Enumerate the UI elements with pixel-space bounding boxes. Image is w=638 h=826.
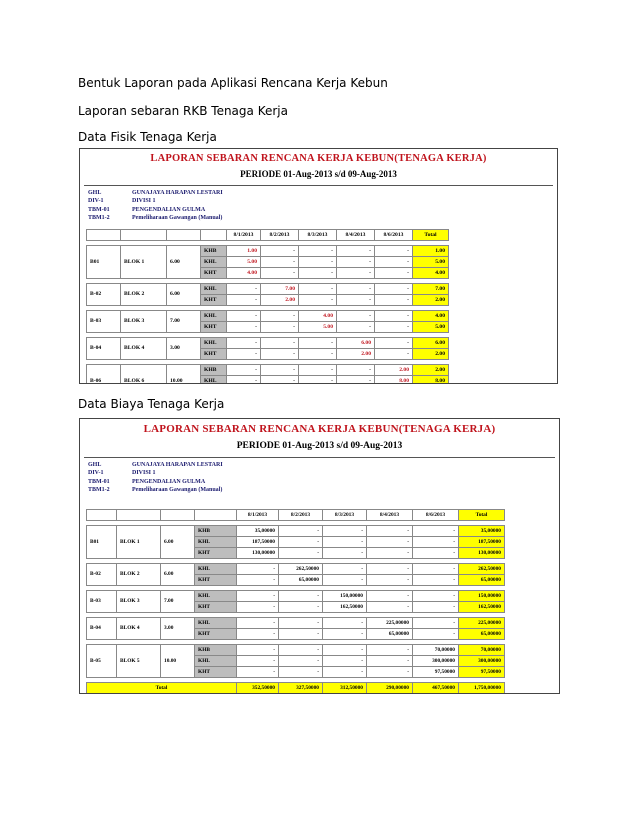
day-value: - [261, 338, 299, 349]
day-value: - [323, 575, 367, 586]
row-total: 150,00000 [459, 591, 505, 602]
day-value: - [227, 365, 261, 376]
block-code: B01 [87, 526, 117, 559]
day-value: - [227, 338, 261, 349]
day-value: - [237, 667, 279, 678]
day-value: - [261, 365, 299, 376]
day-value: - [375, 322, 413, 333]
labor-type: KHL [195, 618, 237, 629]
report-info [88, 189, 288, 223]
header-date: 8/1/2013 [237, 510, 279, 521]
labor-type: KHT [195, 667, 237, 678]
day-value: 130,00000 [237, 548, 279, 559]
day-value: - [367, 548, 413, 559]
report-labor-cost [79, 418, 560, 694]
day-value: 150,00000 [323, 591, 367, 602]
row-total: 1.00 [413, 246, 449, 257]
block-area: 10.00 [167, 365, 201, 385]
day-value: - [279, 645, 323, 656]
day-value: - [367, 591, 413, 602]
block-code: B01 [87, 246, 121, 279]
labor-type: KHL [201, 284, 227, 295]
grand-total-value: 327,50000 [279, 683, 323, 694]
labor-type: KHT [195, 602, 237, 613]
labor-type: KHB [201, 365, 227, 376]
day-value: - [237, 575, 279, 586]
day-value: - [413, 537, 459, 548]
header-total: Total [459, 510, 505, 521]
day-value: - [337, 268, 375, 279]
info-value: PENGENDALIAN GULMA [132, 478, 206, 485]
day-value: - [299, 246, 337, 257]
day-value: - [413, 548, 459, 559]
info-value: GUNAJAYA HARAPAN LESTARI [132, 190, 223, 196]
row-total: 7.00 [413, 284, 449, 295]
info-key: DIV-1 [88, 198, 104, 205]
day-value: - [261, 349, 299, 360]
report-table [86, 229, 449, 384]
header-blank [161, 510, 195, 521]
day-value: - [323, 656, 367, 667]
block-name: BLOK 4 [117, 618, 161, 640]
block-area: 6.00 [161, 564, 195, 586]
row-total: 225,00000 [459, 618, 505, 629]
day-value: - [261, 246, 299, 257]
day-value: - [261, 257, 299, 268]
day-value: 2.00 [375, 365, 413, 376]
labor-type: KHL [201, 376, 227, 385]
day-value: - [375, 338, 413, 349]
divider [84, 457, 555, 458]
day-value: 262,50000 [279, 564, 323, 575]
row-total: 4.00 [413, 268, 449, 279]
day-value: 97,50000 [413, 667, 459, 678]
day-value: - [323, 537, 367, 548]
header-total: Total [413, 230, 449, 241]
day-value: - [279, 602, 323, 613]
block-name: BLOK 5 [117, 645, 161, 678]
day-value: - [323, 667, 367, 678]
day-value: - [337, 311, 375, 322]
day-value: - [237, 618, 279, 629]
labor-type: KHL [195, 656, 237, 667]
labor-type: KHB [201, 246, 227, 257]
day-value: - [261, 311, 299, 322]
header-date: 8/1/2013 [227, 230, 261, 241]
day-value: - [323, 564, 367, 575]
block-code: B-02 [87, 564, 117, 586]
row-total: 130,00000 [459, 548, 505, 559]
day-value: - [375, 311, 413, 322]
day-value: 225,00000 [367, 618, 413, 629]
labor-type: KHB [195, 645, 237, 656]
grand-total-value: 352,50000 [237, 683, 279, 694]
day-value: - [413, 629, 459, 640]
labor-type: KHT [201, 268, 227, 279]
table-row [87, 591, 505, 602]
day-value: - [261, 322, 299, 333]
block-code: B-03 [87, 311, 121, 333]
report-table [86, 509, 505, 694]
block-code: B-04 [87, 338, 121, 360]
day-value: 6.00 [337, 338, 375, 349]
grand-total-value: 312,50000 [323, 683, 367, 694]
heading-rkb-labor: Laporan sebaran RKB Tenaga Kerja [78, 104, 288, 118]
grand-total-label: Total [87, 683, 237, 694]
day-value: 187,50000 [237, 537, 279, 548]
day-value: 5.00 [299, 322, 337, 333]
day-value: - [279, 656, 323, 667]
info-key: GHL [88, 190, 102, 196]
labor-type: KHT [201, 295, 227, 306]
header-date: 8/6/2013 [375, 230, 413, 241]
info-value: Pemeliharaan Gawangan (Manual) [132, 487, 223, 494]
day-value: - [261, 268, 299, 279]
header-blank [87, 510, 117, 521]
block-code: B-06 [87, 365, 121, 385]
row-total: 97,50000 [459, 667, 505, 678]
day-value: - [413, 602, 459, 613]
day-value: 70,00000 [413, 645, 459, 656]
block-name: BLOK 4 [121, 338, 167, 360]
table-row [87, 311, 449, 322]
grand-total-row [87, 683, 505, 694]
day-value: - [299, 349, 337, 360]
row-total: 2.00 [413, 349, 449, 360]
table-row [87, 365, 449, 376]
header-blank [87, 230, 121, 241]
day-value: 4.00 [227, 268, 261, 279]
day-value: - [367, 602, 413, 613]
day-value: - [375, 284, 413, 295]
day-value: - [375, 268, 413, 279]
block-code: B-04 [87, 618, 117, 640]
info-value: Pemeliharaan Gawangan (Manual) [132, 215, 223, 222]
day-value: - [323, 645, 367, 656]
header-date: 8/3/2013 [323, 510, 367, 521]
day-value: 300,00000 [413, 656, 459, 667]
day-value: - [337, 246, 375, 257]
day-value: - [279, 618, 323, 629]
block-area: 7.00 [167, 311, 201, 333]
row-total: 35,00000 [459, 526, 505, 537]
table-header [87, 230, 449, 241]
day-value: - [337, 257, 375, 268]
block-code: B-02 [87, 284, 121, 306]
day-value: - [299, 257, 337, 268]
labor-type: KHL [195, 537, 237, 548]
day-value: - [413, 618, 459, 629]
day-value: 7.00 [261, 284, 299, 295]
table-header [87, 510, 505, 521]
day-value: - [323, 548, 367, 559]
block-area: 7.00 [161, 591, 195, 613]
info-key: GHL [88, 462, 102, 468]
block-name: BLOK 2 [117, 564, 161, 586]
row-total: 4.00 [413, 311, 449, 322]
report-physical-labor [79, 148, 558, 384]
labor-type: KHB [195, 526, 237, 537]
report-info [88, 461, 288, 495]
day-value: - [367, 526, 413, 537]
info-key: TBM1-2 [88, 487, 110, 494]
block-area: 3.00 [167, 338, 201, 360]
day-value: - [279, 548, 323, 559]
day-value: - [227, 322, 261, 333]
day-value: - [279, 629, 323, 640]
day-value: - [227, 376, 261, 385]
day-value: - [337, 376, 375, 385]
table-row [87, 645, 505, 656]
row-total: 2.00 [413, 365, 449, 376]
day-value: - [299, 365, 337, 376]
day-value: 162,50000 [323, 602, 367, 613]
report-period: PERIODE 01-Aug-2013 s/d 09-Aug-2013 [240, 169, 397, 179]
grand-total-value: 290,00000 [367, 683, 413, 694]
block-area: 10.00 [161, 645, 195, 678]
header-date: 8/2/2013 [261, 230, 299, 241]
day-value: - [367, 667, 413, 678]
day-value: - [367, 656, 413, 667]
grand-total-value: 1,750,00000 [459, 683, 505, 694]
day-value: - [237, 645, 279, 656]
day-value: - [337, 284, 375, 295]
day-value: - [299, 268, 337, 279]
day-value: 2.00 [337, 349, 375, 360]
labor-type: KHT [195, 575, 237, 586]
day-value: 35,00000 [237, 526, 279, 537]
row-total: 5.00 [413, 257, 449, 268]
day-value: - [299, 295, 337, 306]
day-value: 1.00 [227, 246, 261, 257]
header-blank [195, 510, 237, 521]
day-value: 2.00 [261, 295, 299, 306]
day-value: - [323, 526, 367, 537]
header-date: 8/4/2013 [367, 510, 413, 521]
labor-type: KHL [201, 257, 227, 268]
labor-type: KHL [195, 591, 237, 602]
row-total: 300,00000 [459, 656, 505, 667]
block-area: 6.00 [167, 246, 201, 279]
heading-physical-data: Data Fisik Tenaga Kerja [78, 130, 217, 144]
day-value: - [413, 526, 459, 537]
block-name: BLOK 1 [117, 526, 161, 559]
header-blank [201, 230, 227, 241]
day-value: - [337, 322, 375, 333]
info-key: TBM-01 [88, 206, 110, 213]
heading-report-form: Bentuk Laporan pada Aplikasi Rencana Kerja Kebun [78, 76, 388, 90]
header-date: 8/6/2013 [413, 510, 459, 521]
day-value: - [367, 645, 413, 656]
day-value: - [375, 257, 413, 268]
table-row [87, 526, 505, 537]
day-value: - [323, 629, 367, 640]
row-total: 65,00000 [459, 629, 505, 640]
info-value: PENGENDALIAN GULMA [132, 206, 206, 213]
day-value: - [237, 629, 279, 640]
day-value: - [375, 295, 413, 306]
table-row [87, 618, 505, 629]
day-value: - [227, 295, 261, 306]
info-value: GUNAJAYA HARAPAN LESTARI [132, 462, 223, 468]
divider [84, 185, 553, 186]
row-total: 187,50000 [459, 537, 505, 548]
labor-type: KHL [201, 311, 227, 322]
day-value: - [279, 591, 323, 602]
row-total: 5.00 [413, 322, 449, 333]
day-value: - [375, 349, 413, 360]
block-name: BLOK 1 [121, 246, 167, 279]
info-key: TBM-01 [88, 478, 110, 485]
header-blank [117, 510, 161, 521]
day-value: - [367, 564, 413, 575]
block-area: 6.00 [161, 526, 195, 559]
day-value: - [279, 537, 323, 548]
header-date: 8/2/2013 [279, 510, 323, 521]
block-code: B-03 [87, 591, 117, 613]
report-title: LAPORAN SEBARAN RENCANA KERJA KEBUN(TENAGA KERJA) [143, 423, 496, 435]
row-total: 2.00 [413, 295, 449, 306]
header-blank [167, 230, 201, 241]
labor-type: KHT [201, 349, 227, 360]
labor-type: KHL [195, 564, 237, 575]
day-value: - [237, 591, 279, 602]
day-value: 8.00 [375, 376, 413, 385]
day-value: 65,00000 [279, 575, 323, 586]
block-code: B-05 [87, 645, 117, 678]
report-period: PERIODE 01-Aug-2013 s/d 09-Aug-2013 [236, 441, 403, 451]
labor-type: KHT [195, 548, 237, 559]
day-value: - [337, 365, 375, 376]
row-total: 70,00000 [459, 645, 505, 656]
table-row [87, 246, 449, 257]
day-value: - [299, 284, 337, 295]
block-name: BLOK 6 [121, 365, 167, 385]
labor-type: KHT [195, 629, 237, 640]
day-value: - [413, 575, 459, 586]
block-area: 3.00 [161, 618, 195, 640]
info-key: TBM1-2 [88, 215, 110, 222]
day-value: - [237, 602, 279, 613]
info-key: DIV-1 [88, 470, 104, 477]
table-row [87, 284, 449, 295]
block-name: BLOK 3 [121, 311, 167, 333]
day-value: - [227, 284, 261, 295]
day-value: - [299, 376, 337, 385]
day-value: - [323, 618, 367, 629]
day-value: - [413, 591, 459, 602]
header-date: 8/3/2013 [299, 230, 337, 241]
day-value: - [375, 246, 413, 257]
day-value: - [227, 311, 261, 322]
labor-type: KHL [201, 338, 227, 349]
day-value: - [337, 295, 375, 306]
day-value: - [413, 564, 459, 575]
day-value: - [237, 656, 279, 667]
day-value: - [367, 537, 413, 548]
day-value: 4.00 [299, 311, 337, 322]
report-title: LAPORAN SEBARAN RENCANA KERJA KEBUN(TENAGA KERJA) [150, 153, 487, 164]
row-total: 6.00 [413, 338, 449, 349]
row-total: 8.00 [413, 376, 449, 385]
header-date: 8/4/2013 [337, 230, 375, 241]
labor-type: KHT [201, 322, 227, 333]
block-name: BLOK 2 [121, 284, 167, 306]
block-name: BLOK 3 [117, 591, 161, 613]
day-value: - [261, 376, 299, 385]
day-value: - [279, 667, 323, 678]
row-total: 65,00000 [459, 575, 505, 586]
day-value: - [367, 575, 413, 586]
heading-cost-data: Data Biaya Tenaga Kerja [78, 397, 225, 411]
day-value: - [299, 338, 337, 349]
day-value: 65,00000 [367, 629, 413, 640]
table-row [87, 564, 505, 575]
info-value: DIVISI 1 [132, 198, 156, 205]
day-value: - [227, 349, 261, 360]
day-value: - [279, 526, 323, 537]
day-value: - [237, 564, 279, 575]
block-area: 6.00 [167, 284, 201, 306]
row-total: 162,50000 [459, 602, 505, 613]
row-total: 262,50000 [459, 564, 505, 575]
header-blank [121, 230, 167, 241]
info-value: DIVISI 1 [132, 470, 156, 477]
table-row [87, 338, 449, 349]
day-value: 5.00 [227, 257, 261, 268]
grand-total-value: 467,50000 [413, 683, 459, 694]
